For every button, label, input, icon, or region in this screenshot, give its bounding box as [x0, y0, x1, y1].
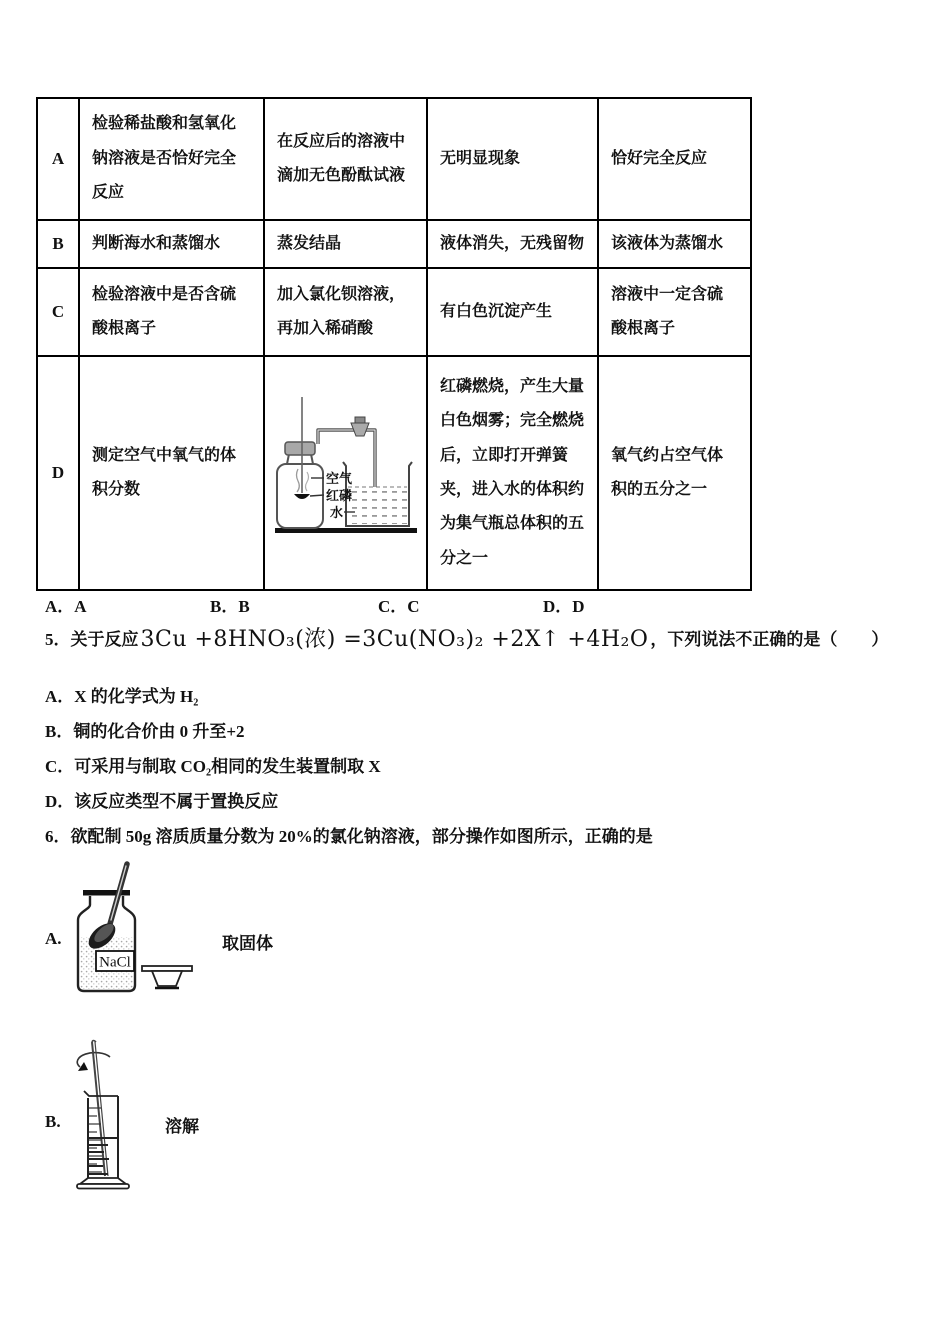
row-c-phenomenon: 有白色沉淀产生	[427, 268, 598, 356]
graduated-cylinder-diagram	[56, 1038, 140, 1193]
answer-choice-c: C．C	[378, 597, 420, 616]
row-b-conclusion: 该液体为蒸馏水	[598, 220, 751, 268]
row-b-phenomenon: 液体消失，无残留物	[427, 220, 598, 268]
table-row-c	[37, 268, 751, 356]
row-d-conclusion: 氧气约占空气体积的五分之一	[598, 356, 751, 590]
table-row-a	[37, 98, 751, 220]
cylinder-base	[77, 1184, 129, 1189]
question5-suffix: ，下列说法不正确的是（ ）	[650, 630, 889, 649]
row-a-phenomenon: 无明显现象	[427, 98, 598, 220]
oxygen-measurement-diagram	[271, 392, 421, 540]
question6-option-b-caption: 溶解	[165, 1117, 199, 1136]
bottle-stopper-upside-down	[142, 966, 192, 988]
question5-option-b: B．铜的化合价由 0 升至+2	[45, 722, 245, 741]
water-label: 水	[329, 505, 343, 521]
experiment-table	[36, 97, 752, 591]
row-b-operation: 蒸发结晶	[264, 220, 427, 268]
combustion-spoon	[294, 494, 310, 499]
spring-clamp	[351, 417, 369, 436]
row-c-operation: 加入氯化钡溶液，再加入稀硝酸	[264, 268, 427, 356]
row-a-conclusion: 恰好完全反应	[598, 98, 751, 220]
nacl-bottle-diagram	[70, 860, 202, 998]
row-c-conclusion: 溶液中一定含硫酸根离子	[598, 268, 751, 356]
answer-choice-b: B．B	[210, 597, 250, 616]
row-c-purpose: 检验溶液中是否含硫酸根离子	[79, 268, 264, 356]
rubber-stopper	[285, 442, 315, 455]
question6-option-a-label: A.	[45, 929, 62, 948]
question5-stem	[45, 622, 888, 653]
question5-prefix: 5．关于反应	[45, 630, 139, 649]
row-d-operation-diagram-cell	[264, 356, 427, 590]
question6-option-a-caption: 取固体	[222, 934, 273, 953]
beaker	[343, 462, 412, 526]
question5-option-d: D．该反应类型不属于置换反应	[45, 792, 279, 811]
row-b-letter: B	[37, 220, 79, 268]
row-d-purpose: 测定空气中氧气的体积分数	[79, 356, 264, 590]
question5-option-c: C．可采用与制取 CO₂相同的发生装置制取 X	[45, 757, 381, 776]
table-row-b	[37, 220, 751, 268]
question5-option-a: A．X 的化学式为 H₂	[45, 687, 199, 706]
bottle-mouth-rim	[83, 890, 130, 896]
row-a-letter: A	[37, 98, 79, 220]
question4-answer-row	[45, 592, 765, 616]
row-d-phenomenon: 红磷燃烧，产生大量白色烟雾；完全燃烧后，立即打开弹簧夹，进入水的体积约为集气瓶总体积的五分之一	[427, 356, 598, 590]
chemical-equation: 3Cu +8HNO₃(浓) =3Cu(NO₃)₂ +2X↑ +4H₂O	[140, 627, 649, 652]
table-row-d	[37, 356, 751, 590]
question5-options	[45, 679, 865, 819]
answer-choice-d: D．D	[543, 597, 585, 616]
smoke-wisp	[296, 469, 299, 492]
question6-option-b-label: B.	[45, 1112, 61, 1131]
air-label: 空气	[325, 471, 352, 487]
row-d-letter: D	[37, 356, 79, 590]
row-c-letter: C	[37, 268, 79, 356]
answer-choice-a: A．A	[45, 597, 87, 616]
row-b-purpose: 判断海水和蒸馏水	[79, 220, 264, 268]
beaker-water	[348, 487, 407, 524]
question6-stem: 6．欲配制 50g 溶质质量分数为 20%的氯化钠溶液，部分操作如图所示，正确的是	[45, 827, 653, 846]
bottle-label-text: NaCl	[99, 954, 131, 971]
row-a-operation: 在反应后的溶液中滴加无色酚酞试液	[264, 98, 427, 220]
row-a-purpose: 检验稀盐酸和氢氧化钠溶液是否恰好完全反应	[79, 98, 264, 220]
red-phosphorus-label: 红磷	[325, 488, 352, 504]
smoke-wisp	[305, 472, 308, 491]
graduated-cylinder	[77, 1091, 129, 1189]
